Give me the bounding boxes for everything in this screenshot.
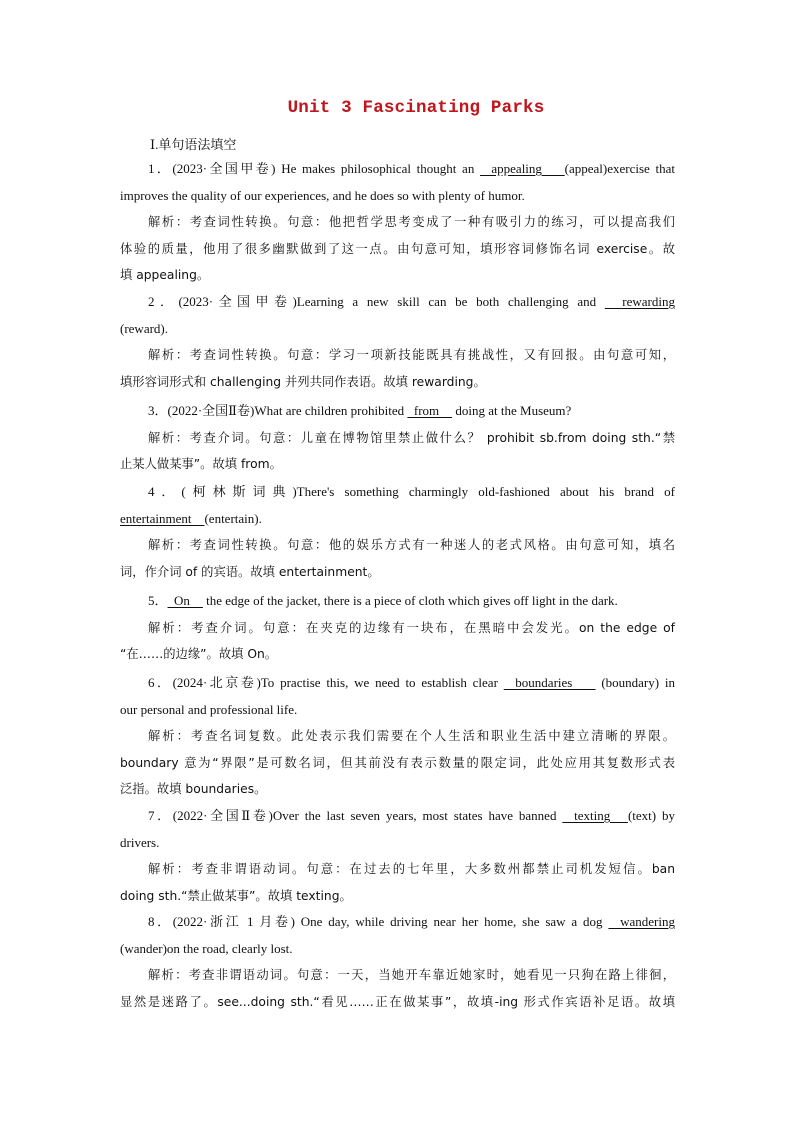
question-line: our personal and professional life. [120,701,298,717]
explanation-line: 解析：考查非谓语动词。句意：在过去的七年里，大多数州都禁止司机发短信。ban [148,862,675,876]
question-6 [120,670,675,803]
explanation-line: 解析：考查非谓语动词。句意：一天，当她开车靠近她家时，她看见一只狗在路上徘徊， [148,968,675,982]
question-1 [120,156,675,289]
explanation-line: 体验的质量，他用了很多幽默做到了这一点。由句意可知，填形容词修饰名词 exercise。故 [120,241,675,256]
question-line: 4．(柯林斯词典)There's something charmingly old-fashioned about his brand of [148,484,675,499]
explanation-line: 止某人做某事”。故填 from。 [120,457,282,471]
question-8 [120,909,675,1015]
answer-blank: entertainment [120,510,205,526]
answer-blank: appealing [480,161,565,176]
question-4 [120,479,675,585]
page-title: Unit 3 Fascinating Parks [287,98,545,118]
explanation-line: 泛指。故填 boundaries。 [120,782,267,796]
explanation-line: 解析：考查名词复数。此处表示我们需要在个人生活和职业生活中建立清晰的界限。 [148,729,675,743]
explanation-line: doing sth.“禁止做某事”。故填 texting。 [120,888,352,903]
question-line: 1．(2023·全国甲卷) He makes philosophical thought an appealing (appeal)exercise that [148,161,675,176]
explanation-line: 解析：考查介词。句意：儿童在博物馆里禁止做什么？ prohibit sb.from doing sth.“禁 [148,430,675,445]
explanation-line: 解析：考查词性转换。句意：他的娱乐方式有一种迷人的老式风格。由句意可知，填名 [148,538,675,552]
answer-blank: On [167,593,203,608]
question-line: entertainment (entertain). [120,510,262,526]
explanation-line: boundary 意为“界限”是可数名词，但其前没有表示数量的限定词，此处应用其复数形式表 [120,755,675,770]
answer-blank: texting [562,808,628,823]
question-line: (wander)on the road, clearly lost. [120,940,293,956]
question-line: 5． On the edge of the jacket, there is a piece of cloth which gives off light in the dark. [148,593,618,608]
question-7 [120,803,675,909]
question-line: 3．(2022·全国Ⅱ卷)What are children prohibited from doing at the Museum? [148,403,572,418]
question-5 [120,588,675,668]
explanation-line: 填形容词形式和 challenging 并列共同作表语。故填 rewarding。 [120,374,486,389]
question-2 [120,289,675,395]
answer-blank: wandering [608,914,675,929]
question-line: 7．(2022·全国Ⅱ卷)Over the last seven years, most states have banned texting (text) by [148,808,676,823]
explanation-line: “在……的边缘”。故填 On。 [120,647,278,661]
explanation-line: 解析：考查介词。句意：在夹克的边缘有一块布，在黑暗中会发光。on the edge of [148,620,675,635]
answer-blank: rewarding [604,294,675,309]
explanation-line: 解析：考查词性转换。句意：他把哲学思考变成了一种有吸引力的练习，可以提高我们 [148,215,675,229]
explanation-line: 词，作介词 of 的宾语。故填 entertainment。 [120,564,380,579]
question-line: (reward). [120,320,168,336]
explanation-line: 显然是迷路了。see...doing sth.“看见……正在做某事”，故填-ing 形式作宾语补足语。故填 [120,994,675,1009]
explanation-line: 解析：考查词性转换。句意：学习一项新技能既具有挑战性，又有回报。由句意可知， [148,348,675,362]
question-line: 8．(2022·浙江 1 月卷) One day, while driving near her home, she saw a dog wandering [148,914,675,929]
section-heading: Ⅰ.单句语法填空 [150,137,237,152]
question-line: 6．(2024·北京卷)To practise this, we need to establish clear boundaries (boundary) in [148,675,675,690]
answer-blank: from [407,403,453,418]
question-line: drivers. [120,834,160,850]
question-3 [120,398,675,478]
explanation-line: 填 appealing。 [120,268,210,282]
answer-blank: boundaries [503,675,596,690]
question-line: improves the quality of our experiences, and he does so with plenty of humor. [120,187,525,203]
question-line: 2．(2023·全国甲卷)Learning a new skill can be both challenging and rewarding [148,294,675,309]
